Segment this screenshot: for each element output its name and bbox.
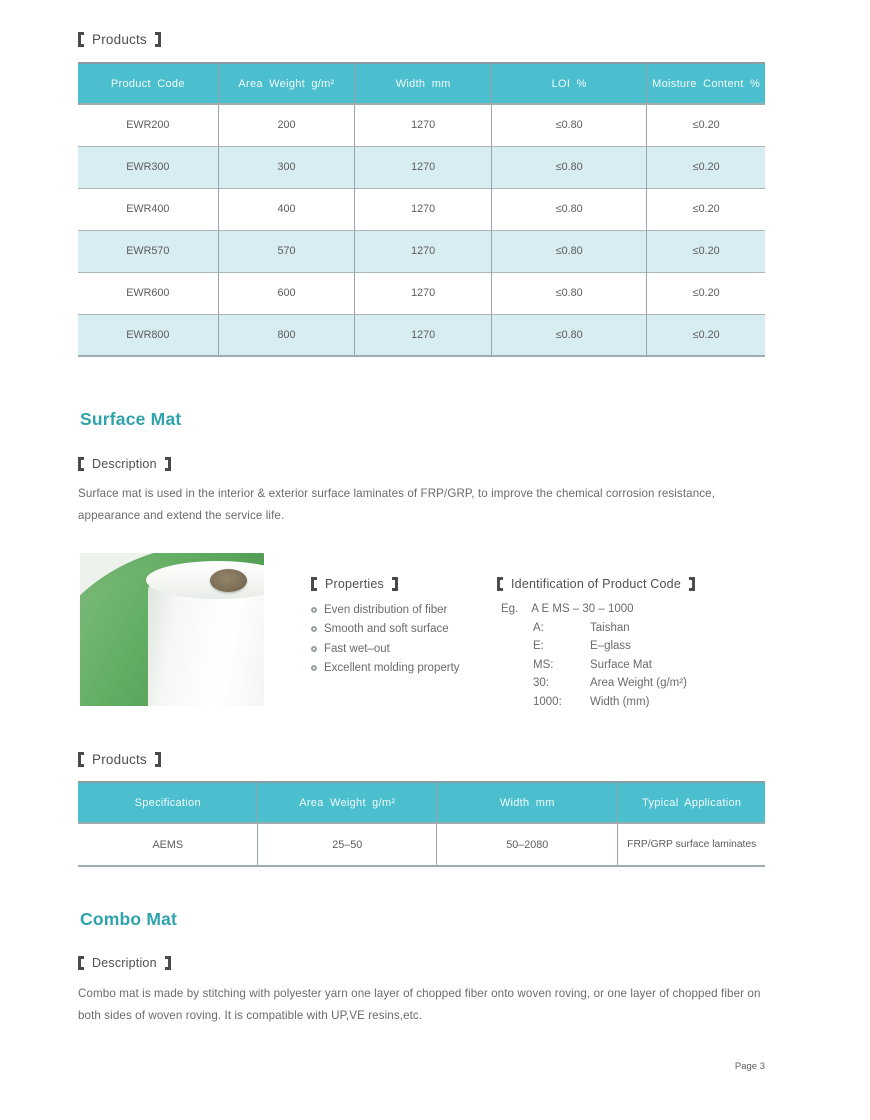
- right-bracket-icon: [392, 577, 398, 591]
- table-cell: 200: [218, 104, 355, 146]
- column-header: Width mm: [437, 782, 618, 823]
- ring-bullet-icon: [311, 646, 317, 652]
- header-row: [78, 782, 765, 823]
- meaning: Taishan: [590, 621, 630, 634]
- properties-label: [311, 577, 486, 591]
- meaning: Surface Mat: [590, 658, 652, 671]
- code: A:: [533, 621, 544, 634]
- table-cell: ≤0.20: [647, 230, 765, 272]
- left-bracket-icon: [497, 577, 503, 591]
- column-header: Area Weight g/m²: [218, 63, 355, 104]
- table-cell: 1270: [355, 104, 492, 146]
- code: 1000:: [533, 695, 562, 708]
- code-definitions: [497, 619, 772, 712]
- section-label-text: Products: [92, 752, 147, 767]
- code-definition-row: [533, 656, 772, 675]
- column-header: Specification: [78, 782, 258, 823]
- header-row: [78, 63, 765, 104]
- mat-roll-core-hole: [210, 569, 247, 592]
- table-cell: 1270: [355, 188, 492, 230]
- left-bracket-icon: [78, 32, 84, 47]
- table-cell: 1270: [355, 230, 492, 272]
- property-item: [311, 659, 486, 679]
- code-definition-row: [533, 619, 772, 638]
- code: MS:: [533, 658, 554, 671]
- right-bracket-icon: [689, 577, 695, 591]
- properties-block: [311, 577, 486, 678]
- column-header: Area Weight g/m²: [258, 782, 437, 823]
- table-cell: ≤0.80: [492, 230, 647, 272]
- table-cell: EWR570: [78, 230, 218, 272]
- table-cell: 25–50: [258, 823, 437, 866]
- table-cell: EWR400: [78, 188, 218, 230]
- table-cell: ≤0.80: [492, 104, 647, 146]
- left-bracket-icon: [78, 956, 84, 970]
- code: 30:: [533, 677, 549, 690]
- section-label-text: Identification of Product Code: [511, 577, 681, 591]
- property-item: [311, 639, 486, 659]
- identification-block: [497, 577, 772, 711]
- table-cell: ≤0.80: [492, 314, 647, 356]
- table-cell: EWR600: [78, 272, 218, 314]
- section-label-text: Properties: [325, 577, 384, 591]
- roving-products-table: [78, 62, 765, 357]
- property-text: Fast wet–out: [324, 642, 390, 655]
- combo-description-label: [78, 956, 171, 970]
- table-cell: ≤0.80: [492, 188, 647, 230]
- table-cell: ≤0.20: [647, 146, 765, 188]
- ring-bullet-icon: [311, 607, 317, 613]
- table-cell: ≤0.80: [492, 272, 647, 314]
- table-cell: 300: [218, 146, 355, 188]
- surface-description-text: Surface mat is used in the interior & exterior surface laminates of FRP/GRP, to improve the chemical corrosion resistance, appearance and extend the service life.: [78, 487, 716, 522]
- surface-mat-title: Surface Mat: [80, 409, 182, 429]
- table-cell: 1270: [355, 146, 492, 188]
- products-section-label-roving: [78, 32, 161, 47]
- property-item: [311, 600, 486, 620]
- left-bracket-icon: [78, 752, 84, 767]
- products-section-label-surface: [78, 752, 161, 767]
- property-text: Smooth and soft surface: [324, 623, 449, 636]
- table-cell: ≤0.20: [692, 119, 720, 132]
- table-row: [78, 104, 765, 146]
- code-definition-row: [533, 637, 772, 656]
- table-cell: 570: [218, 230, 355, 272]
- column-header: Width mm: [355, 63, 492, 104]
- combo-mat-title: Combo Mat: [80, 909, 178, 929]
- table-cell: 400: [218, 188, 355, 230]
- table-cell: FRP/GRP surface laminates: [627, 839, 757, 850]
- example-prefix: Eg.: [501, 603, 519, 616]
- page-number: Page 3: [734, 1061, 765, 1072]
- property-text: Excellent molding property: [324, 662, 460, 675]
- table-cell: 50–2080: [437, 823, 618, 866]
- table-row: [78, 230, 765, 272]
- right-bracket-icon: [155, 32, 161, 47]
- left-bracket-icon: [78, 457, 84, 471]
- example-code-line: [501, 600, 772, 619]
- column-header: LOI %: [492, 63, 647, 104]
- right-bracket-icon: [165, 457, 171, 471]
- properties-list: [311, 600, 486, 678]
- section-label-text: Description: [92, 956, 157, 970]
- surface-description-label: [78, 457, 171, 471]
- table-row: [78, 314, 765, 356]
- table-header: [78, 782, 765, 823]
- table-cell: 1270: [355, 314, 492, 356]
- section-label-text: Description: [92, 457, 157, 471]
- table-cell: EWR800: [78, 314, 218, 356]
- table-cell: EWR200: [78, 104, 218, 146]
- table-cell: ≤0.80: [492, 146, 647, 188]
- code-definition-row: [533, 693, 772, 712]
- property-text: Even distribution of fiber: [324, 603, 448, 616]
- example-code: A E MS – 30 – 1000: [531, 603, 634, 616]
- meaning: E–glass: [590, 640, 631, 653]
- identification-label: [497, 577, 772, 591]
- ring-bullet-icon: [311, 665, 317, 671]
- table-row: [78, 188, 765, 230]
- column-header: Moisture Content %: [647, 63, 765, 104]
- table-cell: 800: [218, 314, 355, 356]
- table-row: [78, 823, 765, 866]
- combo-description-text: Combo mat is made by stitching with polyester yarn one layer of chopped fiber onto woven roving, or one layer of chopped fiber on both sides of woven roving. It is compatible with UP,VE resins,etc.: [78, 987, 761, 1022]
- meaning: Area Weight (g/m²): [590, 677, 687, 690]
- table-body: [78, 104, 765, 356]
- table-body: [78, 823, 765, 866]
- column-header: Typical Application: [618, 782, 765, 823]
- right-bracket-icon: [155, 752, 161, 767]
- meaning: Width (mm): [590, 695, 650, 708]
- section-label-text: Products: [92, 32, 147, 47]
- table-cell: 1270: [355, 272, 492, 314]
- right-bracket-icon: [165, 956, 171, 970]
- ring-bullet-icon: [311, 626, 317, 632]
- table-row: [78, 146, 765, 188]
- table-cell: ≤0.20: [647, 272, 765, 314]
- table-cell: EWR300: [78, 146, 218, 188]
- table-cell: ≤0.20: [647, 314, 765, 356]
- code-definition-row: [533, 674, 772, 693]
- property-item: [311, 620, 486, 640]
- table-cell: 600: [218, 272, 355, 314]
- table-cell: ≤0.20: [647, 188, 765, 230]
- surface-mat-photo: [80, 553, 264, 706]
- table-cell: AEMS: [78, 823, 258, 866]
- code: E:: [533, 640, 544, 653]
- table-row: [78, 272, 765, 314]
- column-header: Product Code: [78, 63, 218, 104]
- table-header: [78, 63, 765, 104]
- left-bracket-icon: [311, 577, 317, 591]
- surface-products-table: [78, 781, 765, 867]
